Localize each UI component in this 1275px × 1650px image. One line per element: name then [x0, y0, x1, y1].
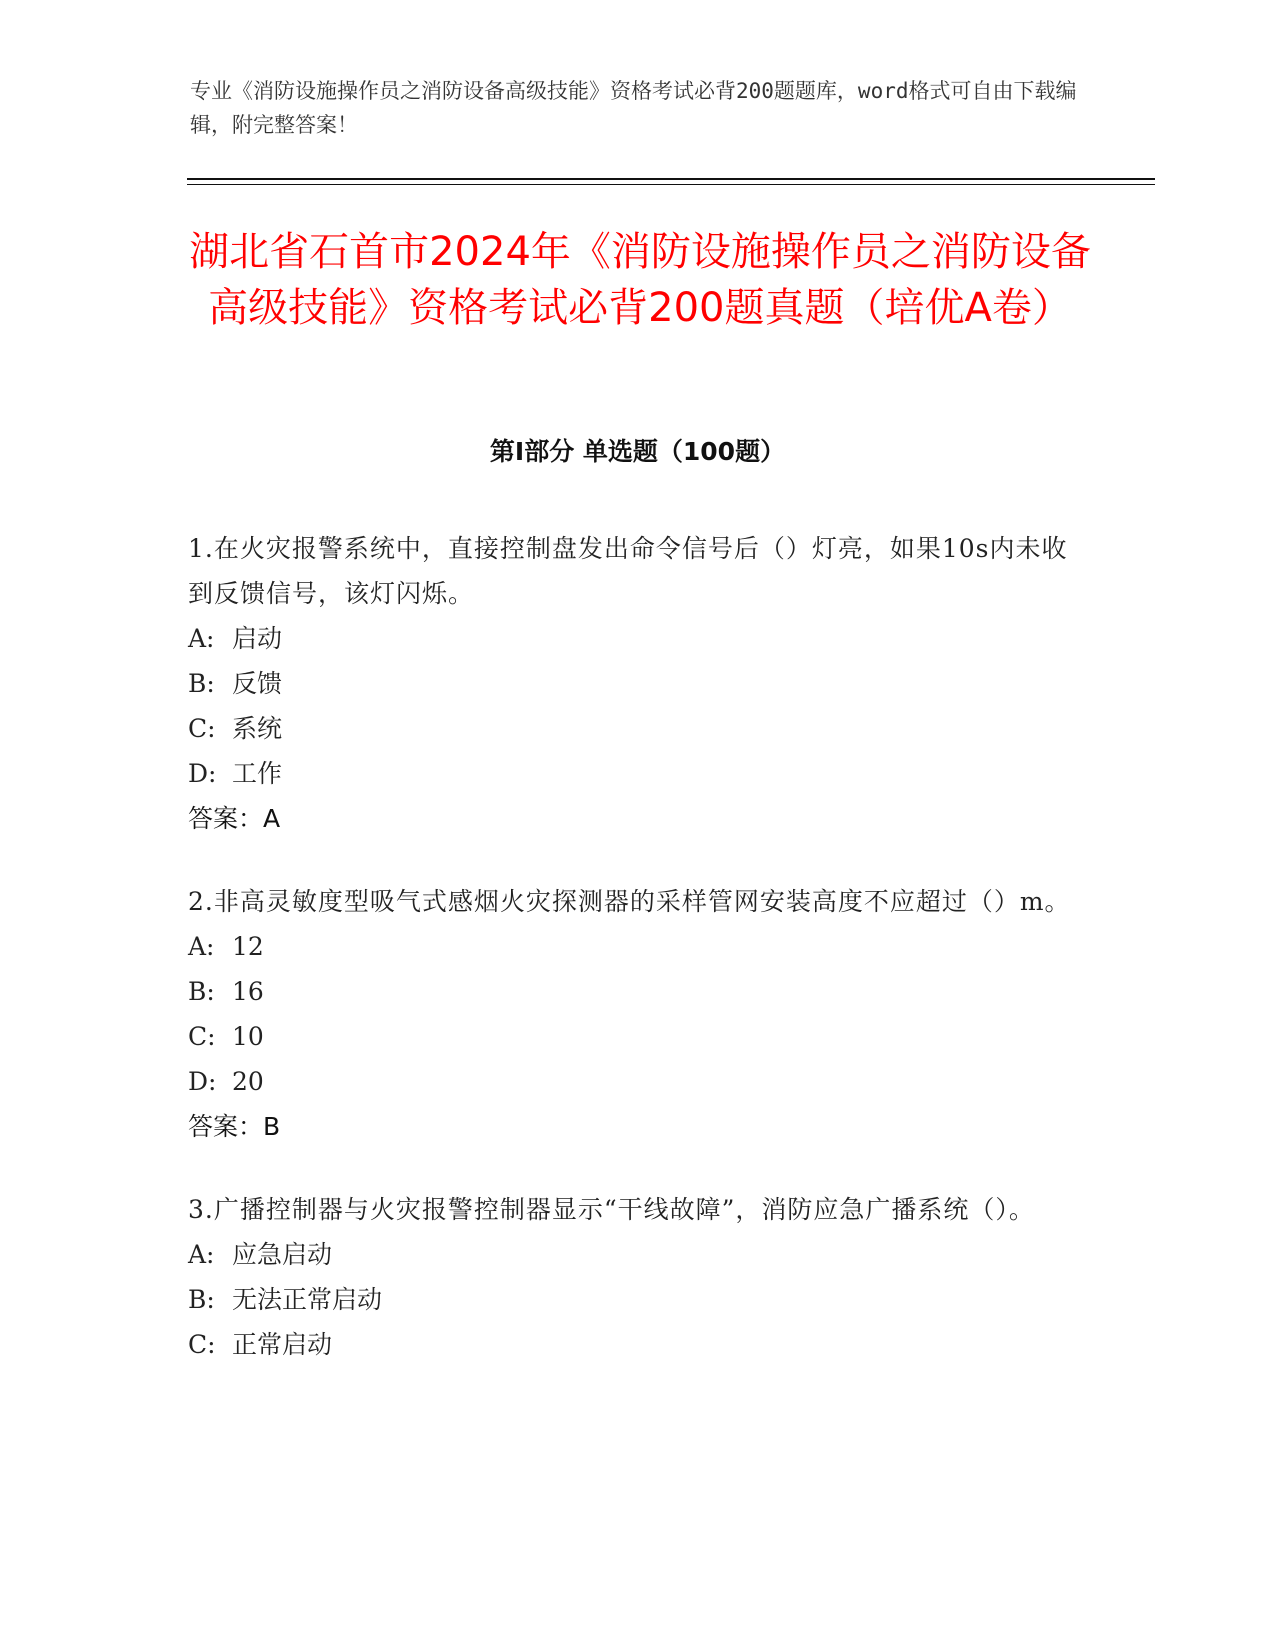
question-3 — [188, 1187, 1088, 1367]
option-key: B: — [188, 1285, 215, 1314]
option-key: C: — [188, 1022, 216, 1051]
question-answer: 答案：A — [188, 804, 281, 833]
option-text: 16 — [232, 977, 264, 1006]
option-d — [188, 1059, 1088, 1104]
option-text: 无法正常启动 — [232, 1285, 383, 1314]
option-text: 启动 — [232, 624, 283, 653]
question-stem: 2.非高灵敏度型吸气式感烟火灾探测器的采样管网安装高度不应超过（）m。 — [188, 887, 1071, 916]
option-key: D: — [188, 759, 217, 788]
header-divider-thin — [187, 184, 1155, 185]
option-b — [188, 661, 1088, 706]
option-d — [188, 751, 1088, 796]
section-title: 第Ⅰ部分 单选题（100题） — [489, 437, 786, 466]
option-key: C: — [188, 1330, 216, 1359]
option-a — [188, 924, 1088, 969]
option-text: 12 — [232, 932, 264, 961]
option-c — [188, 1014, 1088, 1059]
option-key: B: — [188, 977, 215, 1006]
question-1 — [188, 526, 1088, 841]
question-stem: 3.广播控制器与火灾报警控制器显示“干线故障”，消防应急广播系统（）。 — [188, 1195, 1035, 1224]
question-stem: 1.在火灾报警系统中，直接控制盘发出命令信号后（）灯亮，如果10s内未收到反馈信号，该灯闪烁。 — [188, 534, 1068, 608]
document-title: 湖北省石首市2024年《消防设施操作员之消防设备高级技能》资格考试必背200题真题（培优A卷） — [189, 229, 1091, 331]
option-key: A: — [188, 932, 215, 961]
question-2 — [188, 879, 1088, 1149]
option-key: A: — [188, 624, 215, 653]
option-text: 正常启动 — [232, 1330, 333, 1359]
header-divider-thick — [187, 178, 1155, 180]
option-text: 反馈 — [232, 669, 283, 698]
option-c — [188, 706, 1088, 751]
option-key: C: — [188, 714, 216, 743]
option-text: 系统 — [232, 714, 283, 743]
option-b — [188, 969, 1088, 1014]
option-key: B: — [188, 669, 215, 698]
header-note: 专业《消防设施操作员之消防设备高级技能》资格考试必背200题题库，word格式可自由下载编辑，附完整答案！ — [190, 79, 1077, 137]
option-b — [188, 1277, 1088, 1322]
option-key: D: — [188, 1067, 217, 1096]
option-text: 10 — [232, 1022, 264, 1051]
option-text: 应急启动 — [232, 1240, 333, 1269]
option-text: 20 — [232, 1067, 264, 1096]
option-a — [188, 616, 1088, 661]
option-a — [188, 1232, 1088, 1277]
option-c — [188, 1322, 1088, 1367]
question-list — [188, 526, 1088, 1405]
option-text: 工作 — [232, 759, 283, 788]
option-key: A: — [188, 1240, 215, 1269]
question-answer: 答案：B — [188, 1112, 281, 1141]
